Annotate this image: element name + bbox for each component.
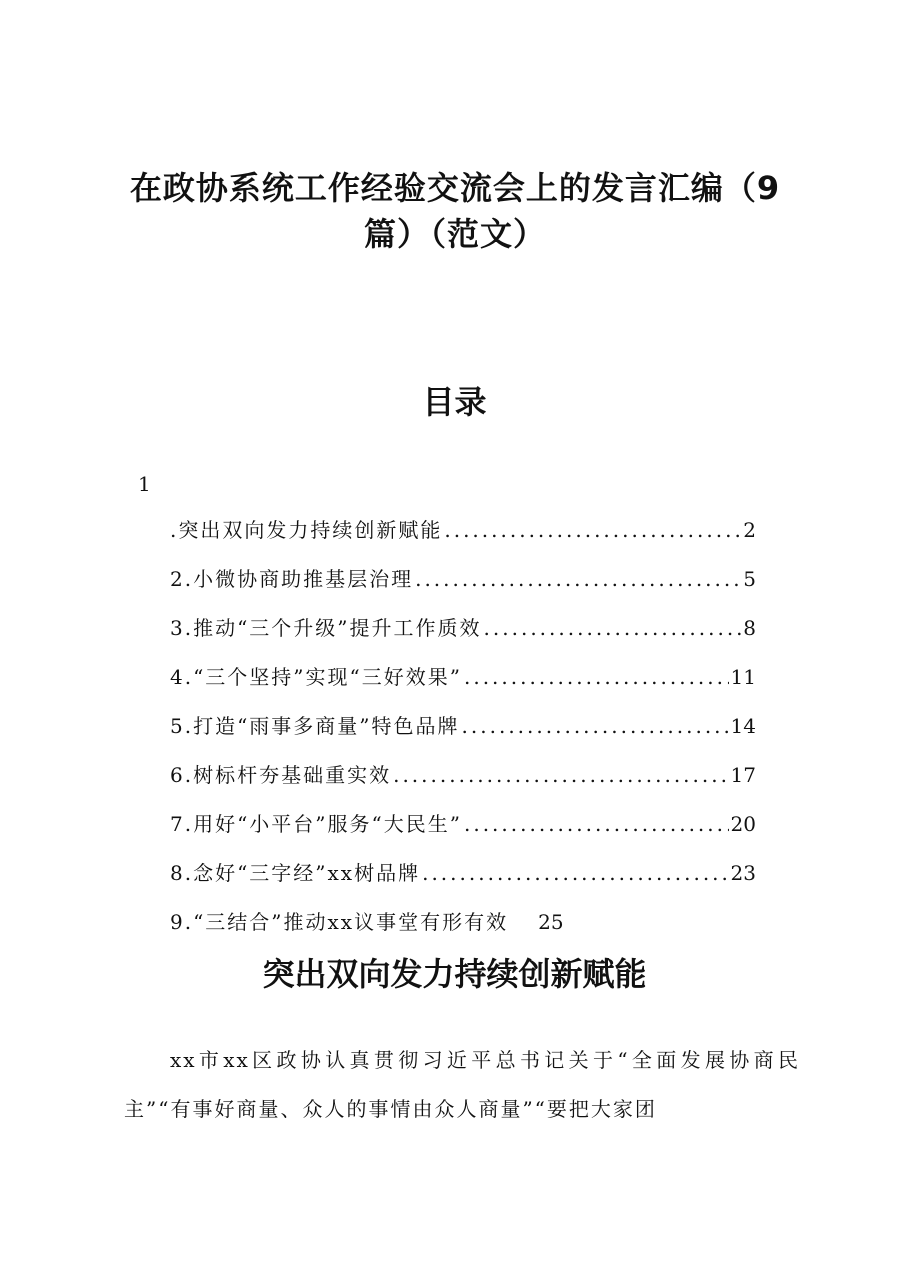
toc-item-title: 8.念好“三字经”xx树品牌 xyxy=(170,861,421,885)
toc-item-title: 2.小微协商助推基层治理 xyxy=(170,567,414,591)
toc-item-page: 14 xyxy=(730,714,756,738)
table-of-contents xyxy=(170,515,756,956)
toc-item-3[interactable] xyxy=(170,613,756,662)
toc-item-page: 2 xyxy=(743,518,756,542)
toc-item-title: .突出双向发力持续创新赋能 xyxy=(170,518,443,542)
toc-item-page: 8 xyxy=(743,616,756,640)
toc-item-7[interactable] xyxy=(170,809,756,858)
body-paragraph: xx市xx区政协认真贯彻习近平总书记关于“全面发展协商民主”“有事好商量、众人的事情由众人商量”“要把大家团 xyxy=(124,1048,800,1121)
toc-item-9[interactable] xyxy=(170,907,756,956)
toc-leader-dots xyxy=(415,564,741,594)
toc-item-1[interactable] xyxy=(170,515,756,564)
toc-leader-dots xyxy=(393,760,728,790)
toc-item-title: 5.打造“雨事多商量”特色品牌 xyxy=(170,714,460,738)
toc-item-page: 20 xyxy=(730,812,756,836)
toc-leader-dots xyxy=(464,809,729,839)
toc-item-title: 9.“三结合”推动xx议事堂有形有效 xyxy=(170,910,509,934)
toc-item-title: 7.用好“小平台”服务“大民生” xyxy=(170,812,462,836)
toc-item-8[interactable] xyxy=(170,858,756,907)
toc-leader-dots xyxy=(422,858,728,888)
toc-lead-number: 1 xyxy=(138,472,151,496)
toc-item-page: 17 xyxy=(730,763,756,787)
toc-item-title: 3.推动“三个升级”提升工作质效 xyxy=(170,616,482,640)
toc-leader-dots xyxy=(464,662,729,692)
toc-item-page: 25 xyxy=(538,910,564,934)
toc-item-page: 5 xyxy=(743,567,756,591)
toc-leader-dots xyxy=(444,515,741,545)
toc-item-title: 6.树标杆夯基础重实效 xyxy=(170,763,392,787)
toc-item-5[interactable] xyxy=(170,711,756,760)
toc-leader-dots xyxy=(462,711,729,741)
toc-item-page: 23 xyxy=(730,861,756,885)
document-title: 在政协系统工作经验交流会上的发言汇编（9篇）（范文） xyxy=(129,169,781,253)
toc-item-4[interactable] xyxy=(170,662,756,711)
toc-heading: 目录 xyxy=(422,383,487,421)
toc-item-2[interactable] xyxy=(170,564,756,613)
toc-item-title: 4.“三个坚持”实现“三好效果” xyxy=(170,665,462,689)
toc-item-page: 11 xyxy=(730,665,756,689)
toc-leader-dots xyxy=(484,613,742,643)
toc-item-6[interactable] xyxy=(170,760,756,809)
section-heading: 突出双向发力持续创新赋能 xyxy=(262,955,647,993)
